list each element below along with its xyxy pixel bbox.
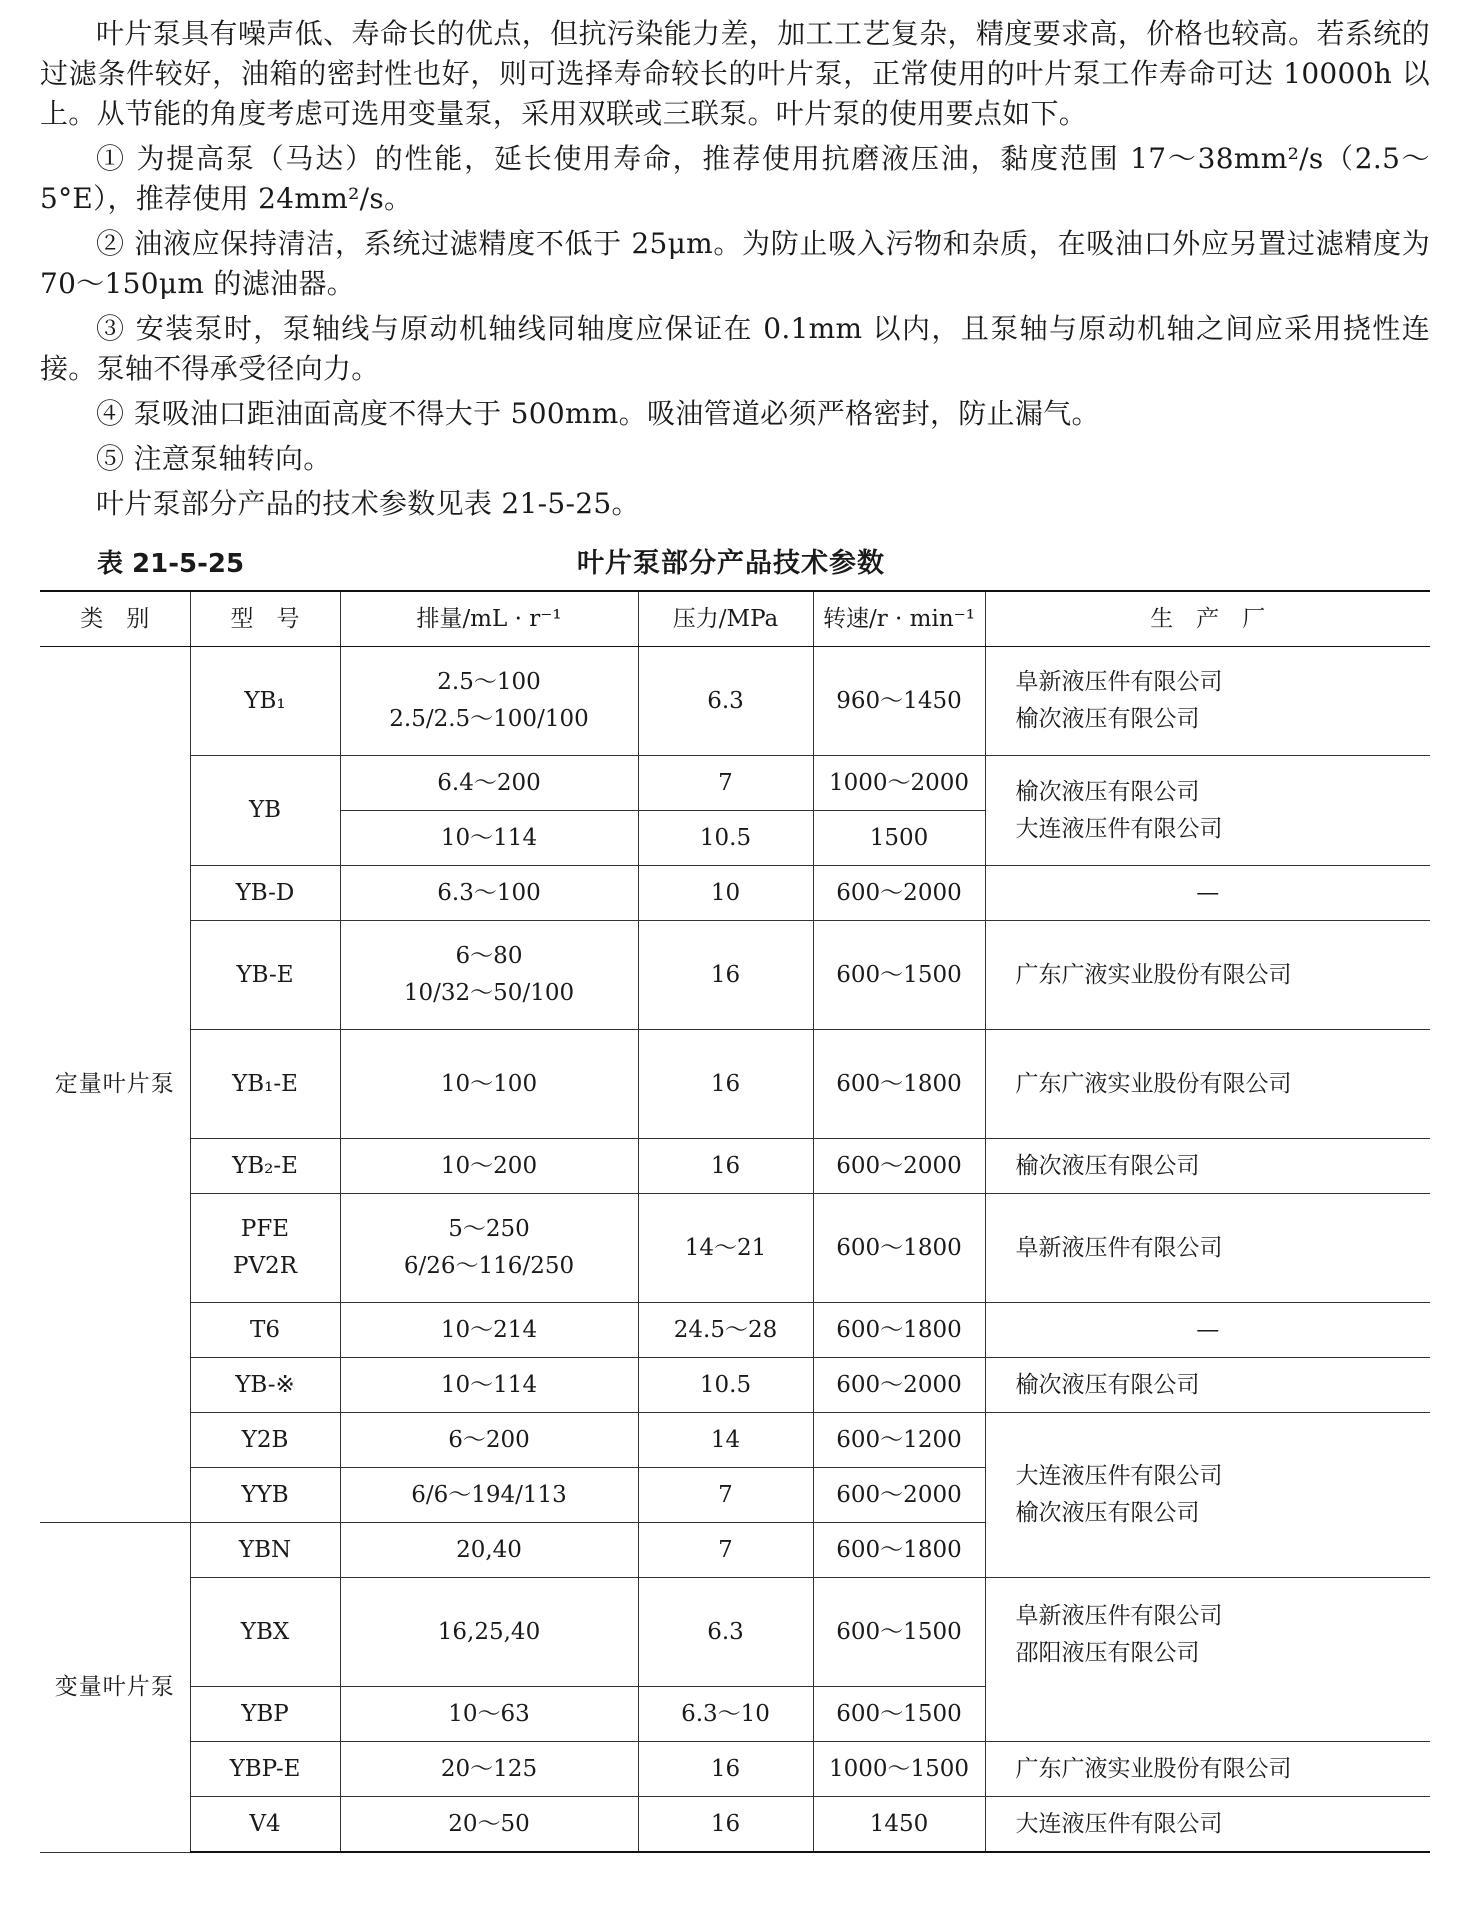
cell-manufacturer: —	[985, 1303, 1430, 1358]
cell-manufacturer: 广东广液实业股份有限公司	[985, 921, 1430, 1030]
cell-displacement: 6/6～194/113	[340, 1468, 638, 1523]
cell-model: V4	[190, 1797, 340, 1853]
displacement-line: 10/32～50/100	[403, 980, 575, 1006]
cell-speed: 600～1500	[813, 921, 985, 1030]
cell-displacement: 6.3～100	[340, 866, 638, 921]
cell-displacement: 10～63	[340, 1687, 638, 1742]
cell-speed: 1500	[813, 811, 985, 866]
manufacturer-line: 阜新液压件有限公司	[1015, 1603, 1223, 1629]
paragraph-point-5: ⑤ 注意泵轴转向。	[96, 442, 332, 475]
cell-manufacturer	[985, 647, 1430, 756]
paragraph-point-1: ① 为提高泵（马达）的性能，延长使用寿命，推荐使用抗磨液压油，黏度范围 17～38mm²/s（2.5～5°E），推荐使用 24mm²/s。	[40, 142, 1430, 215]
table-row	[40, 1578, 1430, 1687]
cell-manufacturer: 阜新液压件有限公司	[985, 1194, 1430, 1303]
cell-model: YBX	[190, 1578, 340, 1687]
cell-displacement: 10～114	[340, 811, 638, 866]
cell-manufacturer	[985, 756, 1430, 866]
cell-model: YB-D	[190, 866, 340, 921]
header-displacement: 排量/mL · r⁻¹	[340, 591, 638, 647]
table-row	[40, 1797, 1430, 1853]
header-category: 类 别	[40, 591, 190, 647]
cell-manufacturer: 榆次液压有限公司	[985, 1139, 1430, 1194]
table-row	[40, 1030, 1430, 1139]
paragraph-intro: 叶片泵具有噪声低、寿命长的优点，但抗污染能力差，加工工艺复杂，精度要求高，价格也较高。若系统的过滤条件较好，油箱的密封性也好，则可选择寿命较长的叶片泵，正常使用的叶片泵工作寿命可达 10000h 以上。从节能的角度考虑可选用变量泵，采用双联或三联泵。叶片泵的使用要点如下。	[40, 17, 1430, 130]
cell-speed: 600～1800	[813, 1030, 985, 1139]
cell-model: T6	[190, 1303, 340, 1358]
cell-speed: 600～1800	[813, 1194, 985, 1303]
cell-speed: 1000～1500	[813, 1742, 985, 1797]
cell-model: YB₁-E	[190, 1030, 340, 1139]
cell-model: YYB	[190, 1468, 340, 1523]
cell-speed: 600～2000	[813, 866, 985, 921]
table-row	[40, 1358, 1430, 1413]
cell-model: YBP	[190, 1687, 340, 1742]
cell-model: PFE PV2R	[190, 1194, 340, 1303]
cell-speed: 960～1450	[813, 647, 985, 756]
cell-pressure: 7	[638, 1468, 813, 1523]
cell-displacement: 6.4～200	[340, 756, 638, 811]
displacement-line: 2.5～100	[437, 669, 541, 695]
table-row	[40, 1742, 1430, 1797]
table-row	[40, 866, 1430, 921]
cell-manufacturer	[985, 1413, 1430, 1578]
cell-speed: 600～1500	[813, 1578, 985, 1687]
cell-pressure: 16	[638, 1742, 813, 1797]
cell-displacement: 20～50	[340, 1797, 638, 1853]
cell-pressure: 10	[638, 866, 813, 921]
cell-displacement: 20～125	[340, 1742, 638, 1797]
cell-speed: 1450	[813, 1797, 985, 1853]
table-row	[40, 1139, 1430, 1194]
cell-manufacturer	[985, 1578, 1430, 1742]
cell-pressure: 16	[638, 921, 813, 1030]
category-variable: 变量叶片泵	[40, 1523, 190, 1853]
table-row	[40, 1303, 1430, 1358]
table-row	[40, 1413, 1430, 1468]
cell-pressure: 6.3	[638, 647, 813, 756]
manufacturer-line: 榆次液压有限公司	[1015, 706, 1200, 732]
cell-pressure: 24.5～28	[638, 1303, 813, 1358]
manufacturer-line: 邵阳液压有限公司	[1015, 1640, 1200, 1666]
cell-speed: 600～1500	[813, 1687, 985, 1742]
paragraph-table-ref: 叶片泵部分产品的技术参数见表 21-5-25。	[96, 487, 640, 520]
cell-model: YBP-E	[190, 1742, 340, 1797]
cell-pressure: 7	[638, 1523, 813, 1578]
table-title: 叶片泵部分产品技术参数	[577, 548, 885, 579]
cell-manufacturer: —	[985, 866, 1430, 921]
displacement-line: 6～80	[455, 943, 523, 969]
cell-pressure: 16	[638, 1139, 813, 1194]
cell-pressure: 6.3	[638, 1578, 813, 1687]
cell-speed: 600～1800	[813, 1303, 985, 1358]
displacement-line: 5～250	[448, 1216, 530, 1242]
cell-speed: 600～2000	[813, 1468, 985, 1523]
cell-pressure: 10.5	[638, 1358, 813, 1413]
cell-displacement	[340, 921, 638, 1030]
cell-displacement: 10～100	[340, 1030, 638, 1139]
cell-model: YB-※	[190, 1358, 340, 1413]
cell-model: YB	[190, 756, 340, 866]
paragraph-point-2: ② 油液应保持清洁，系统过滤精度不低于 25μm。为防止吸入污物和杂质，在吸油口外应另置过滤精度为 70～150μm 的滤油器。	[40, 227, 1430, 300]
cell-displacement: 16,25,40	[340, 1578, 638, 1687]
cell-model: Y2B	[190, 1413, 340, 1468]
manufacturer-line: 榆次液压有限公司	[1015, 778, 1200, 805]
cell-displacement: 10～200	[340, 1139, 638, 1194]
cell-model: YB₂-E	[190, 1139, 340, 1194]
cell-speed: 600～1200	[813, 1413, 985, 1468]
cell-speed: 600～2000	[813, 1358, 985, 1413]
header-model: 型 号	[190, 591, 340, 647]
cell-displacement: 6～200	[340, 1413, 638, 1468]
cell-displacement	[340, 1194, 638, 1303]
cell-pressure: 16	[638, 1797, 813, 1853]
cell-manufacturer: 广东广液实业股份有限公司	[985, 1742, 1430, 1797]
cell-displacement: 10～214	[340, 1303, 638, 1358]
cell-displacement	[340, 647, 638, 756]
manufacturer-line: 大连液压件有限公司	[1015, 1463, 1223, 1489]
cell-speed: 600～2000	[813, 1139, 985, 1194]
header-pressure: 压力/MPa	[638, 591, 813, 647]
cell-speed: 1000～2000	[813, 756, 985, 811]
cell-pressure: 7	[638, 756, 813, 811]
cell-model: YB-E	[190, 921, 340, 1030]
category-fixed: 定量叶片泵	[40, 647, 190, 1523]
displacement-line: 2.5/2.5～100/100	[389, 706, 589, 732]
cell-model: YB₁	[190, 647, 340, 756]
cell-pressure: 14	[638, 1413, 813, 1468]
manufacturer-line: 阜新液压件有限公司	[1015, 669, 1223, 695]
cell-manufacturer: 大连液压件有限公司	[985, 1797, 1430, 1853]
cell-speed: 600～1800	[813, 1523, 985, 1578]
paragraph-point-4: ④ 泵吸油口距油面高度不得大于 500mm。吸油管道必须严格密封，防止漏气。	[96, 397, 1100, 430]
table-row	[40, 1194, 1430, 1303]
cell-pressure: 16	[638, 1030, 813, 1139]
cell-displacement: 20,40	[340, 1523, 638, 1578]
table-row	[40, 647, 1430, 756]
table-caption	[97, 544, 1427, 584]
body-text	[40, 14, 1430, 529]
table-row	[40, 756, 1430, 811]
cell-displacement: 10～114	[340, 1358, 638, 1413]
cell-pressure: 6.3～10	[638, 1687, 813, 1742]
cell-model: YBN	[190, 1523, 340, 1578]
table-row	[40, 921, 1430, 1030]
table-header-row	[40, 591, 1430, 647]
specs-table	[40, 590, 1430, 1853]
header-speed: 转速/r · min⁻¹	[813, 591, 985, 647]
cell-pressure: 10.5	[638, 811, 813, 866]
manufacturer-line: 大连液压件有限公司	[1015, 815, 1223, 842]
manufacturer-line: 榆次液压有限公司	[1015, 1500, 1200, 1526]
header-manufacturer: 生 产 厂	[985, 591, 1430, 647]
table-number: 表 21-5-25	[97, 549, 245, 579]
cell-manufacturer: 广东广液实业股份有限公司	[985, 1030, 1430, 1139]
cell-manufacturer: 榆次液压有限公司	[985, 1358, 1430, 1413]
cell-pressure: 14～21	[638, 1194, 813, 1303]
displacement-line: 6/26～116/250	[403, 1253, 575, 1279]
paragraph-point-3: ③ 安装泵时，泵轴线与原动机轴线同轴度应保证在 0.1mm 以内，且泵轴与原动机轴之间应采用挠性连接。泵轴不得承受径向力。	[40, 312, 1430, 385]
